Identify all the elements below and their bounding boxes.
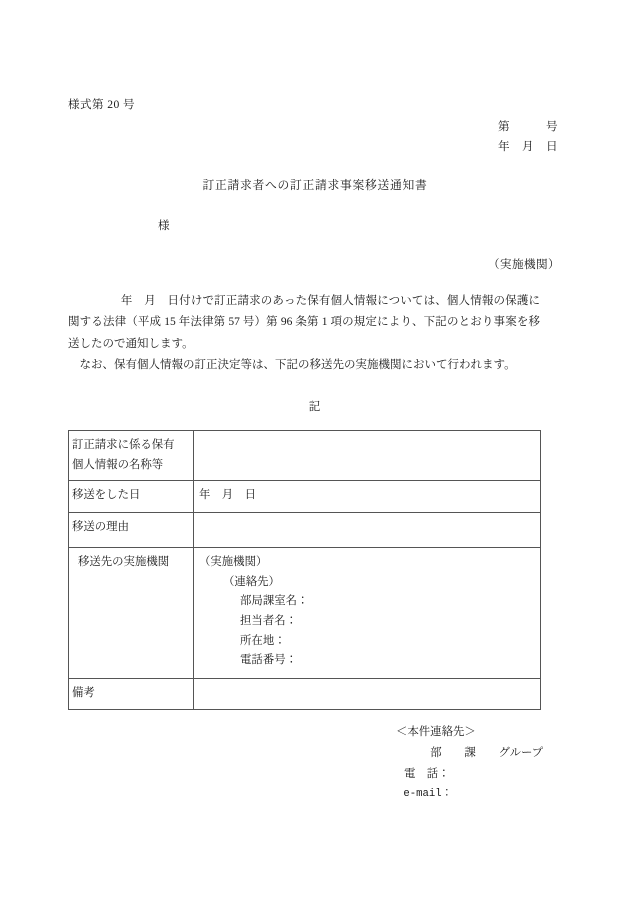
- table-row-value-cell[interactable]: [194, 513, 541, 548]
- body-paragraph-1: 年 月 日付けで訂正請求のあった保有個人情報については、個人情報の保護に関する法律（平成 15 年法律第 57 号）第 96 条第 1 項の規定により、下記のとおり事案を移送したので通知します。: [68, 295, 540, 350]
- destination-contact-line: （連絡先）: [222, 575, 280, 588]
- table-row-label-cell: [69, 679, 194, 710]
- footer-contact-telephone: 電 話：: [403, 768, 450, 781]
- ki-mark: 記: [308, 400, 322, 413]
- table-row: [69, 431, 541, 481]
- document-number-line: 第 号: [498, 120, 558, 133]
- issuer-label: （実施機関）: [488, 258, 560, 271]
- table-row-label-cell: [69, 513, 194, 548]
- form-table: [68, 430, 541, 710]
- body-paragraph-2: なお、保有個人情報の訂正決定等は、下記の移送先の実施機関において行われます。: [79, 358, 516, 371]
- destination-address-line: 所在地：: [240, 634, 286, 647]
- table-row-label-cell: [69, 481, 194, 513]
- table-row-value-cell[interactable]: [194, 679, 541, 710]
- table-row-value-cell[interactable]: [194, 548, 541, 679]
- table-label-line: 個人情報の名称等: [72, 458, 164, 471]
- document-date-line: 年 月 日: [498, 140, 558, 154]
- body-text: [68, 291, 540, 376]
- page-title: 訂正請求者への訂正請求事案移送通知書: [202, 178, 428, 192]
- document-meta: [498, 117, 558, 158]
- footer-contact-department: 部 課 グループ: [430, 747, 544, 760]
- table-row: [69, 679, 541, 710]
- destination-phone-line: 電話番号：: [240, 654, 297, 667]
- table-row: [69, 481, 541, 513]
- table-row-label-cell: [69, 548, 194, 679]
- table-row: [69, 513, 541, 548]
- form-number: 様式第 20 号: [68, 98, 135, 111]
- table-row: [69, 548, 541, 679]
- table-label-line: 移送をした日: [72, 489, 141, 502]
- table-row-value-cell[interactable]: [194, 481, 541, 513]
- table-label-line: 移送の理由: [72, 521, 129, 534]
- destination-person-line: 担当者名：: [240, 615, 297, 628]
- table-row-label-cell: [69, 431, 194, 481]
- table-label-line: 移送先の実施機関: [78, 556, 170, 569]
- footer-contact-block: [396, 722, 543, 805]
- table-label-line: 備考: [72, 687, 95, 700]
- table-label-line: 訂正請求に係る保有: [72, 439, 175, 451]
- footer-contact-heading: ＜本件連絡先＞: [396, 726, 476, 738]
- destination-agency-line: （実施機関）: [199, 556, 268, 569]
- footer-contact-email: e-mail：: [403, 788, 453, 801]
- table-value-line: 年 月 日: [199, 489, 256, 502]
- addressee-suffix: 様: [158, 219, 170, 232]
- destination-division-line: 部局課室名：: [240, 595, 309, 608]
- table-row-value-cell[interactable]: [194, 431, 541, 481]
